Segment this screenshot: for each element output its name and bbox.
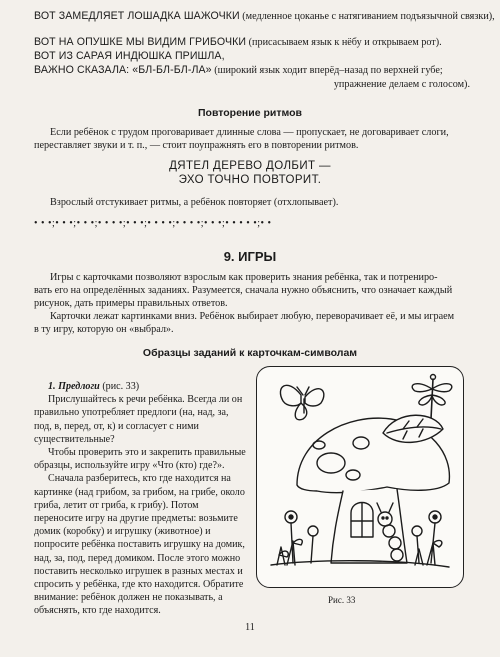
rhyme-line-2 [34,36,470,49]
paragraph: Чтобы проверить это и закрепить правильные образцы, используйте игру «Что (кто) где?». [34,447,246,472]
paragraph: в ту игру, которую он «выбрал». [34,324,174,335]
flower-icon [279,511,318,563]
exercise-title: 1. Предлоги [48,381,100,392]
rhyme-line-4 [34,64,470,77]
verse-line: ДЯТЕЛ ДЕРЕВО ДОЛБИТ — [169,160,331,172]
verse-line: ЭХО ТОЧНО ПОВТОРИТ. [178,174,322,186]
rhyme-note: (широкий язык ходит вперёд–назад по верхней губе; [214,65,443,76]
rhyme-note: (присасываем язык к нёбу и открываем рот). [248,37,442,48]
rhyme-line-3: ВОТ ИЗ САРАЯ ИНДЮШКА ПРИШЛА, [34,50,225,62]
paragraph: рисунок, дать примеры правильных ответов. [34,298,228,309]
rhyme-text: ВОТ НА ОПУШКЕ МЫ ВИДИМ ГРИБОЧКИ [34,36,247,48]
rhyme-text: ВАЖНО СКАЗАЛА: «БЛ-БЛ-БЛ-ЛА» [34,64,212,76]
paragraph: переставляет звуки и т. п., — стоит поупражнять его в повторении ритмов. [34,140,359,151]
figure-caption: Рис. 33 [328,595,356,605]
paragraph: Если ребёнок с трудом проговаривает длинные слова — пропускает, не договаривает слоги, [50,127,449,138]
chapter-heading: 9. ИГРЫ [223,249,277,264]
paragraph: Прислушайтесь к речи ребёнка. Всегда ли он правильно употребляет предлоги (на, над, за, под, в, перед, от, к) и согласует с ними существительные? [34,394,243,445]
rhyme-line-1 [34,10,495,23]
paragraph: Сначала разберитесь, кто где находится на картинке (над грибом, за грибом, на грибе, около гриба, летит от гриба, к грибу). Потом переносите игру на другие предметы: возьмите домик (коробку) и игрушку (животное) и попросите ребёнка поставить игрушку на домик, над, за, под, перед домиком. После этого можно поставить несколько игрушек в разных местах и спросить у ребёнка, где кто находится. Обратите внимание: ребёнок должен не показывать, а объяснять, кто где находится. [34,473,245,617]
dragonfly-icon [412,375,452,420]
rhyme-note: (медленное цоканье с натягиванием подъязычной связки), [242,11,495,22]
paragraph: Игры с карточками позволяют взрослым как проверить знания ребёнка, так и потрениро- [50,272,438,283]
figure-frame [256,366,464,588]
mushroom-illustration [257,367,463,587]
paragraph: Карточки лежат картинками вниз. Ребёнок выбирает любую, переворачивает её, и мы играем [50,311,455,322]
butterfly-icon [280,385,323,420]
subheading: Образцы заданий к карточкам-символам [142,347,358,359]
flower-icon [412,511,442,563]
section-heading: Повторение ритмов [197,107,302,119]
paragraph: вать его на определённых заданиях. Разумеется, сначала нужно объяснить, что означает каждый [34,285,453,296]
rhythm-pattern: • • •;• • •;• • •;• • • •;• • •;• • • •;• • • •;• • •;• • • • •;• • [34,218,272,229]
rhyme-text: ВОТ ЗАМЕДЛЯЕТ ЛОШАДКА ШАЖОЧКИ [34,10,240,22]
page-number: 11 [245,622,255,633]
rhyme-note-cont: упражнение делаем с голосом). [333,79,470,90]
prepositions-column [34,380,246,618]
paragraph: Взрослый отстукивает ритмы, а ребёнок повторяет (отхлопывает). [50,197,339,208]
figure-ref: (рис. 33) [99,381,140,392]
